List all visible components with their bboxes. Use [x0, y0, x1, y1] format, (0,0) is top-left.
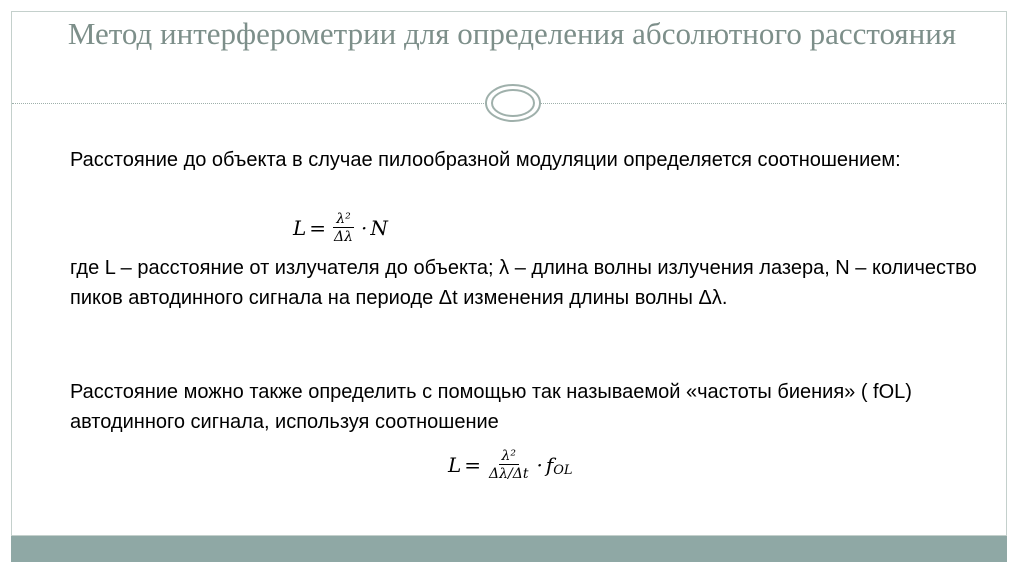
formula2-fraction — [486, 448, 531, 482]
formula-distance-sawtooth — [293, 200, 388, 256]
formula2-dot: · — [536, 453, 543, 477]
formula1-denominator: Δλ — [334, 229, 354, 245]
formula1-numerator: λ² — [333, 211, 354, 228]
formula2-numerator: λ² — [499, 448, 520, 465]
formula1-fraction — [331, 211, 356, 245]
formula1-lhs: L — [293, 216, 307, 240]
footer-bar — [11, 536, 1007, 562]
formula1-equals: = — [309, 216, 327, 240]
formula1-factor: N — [370, 216, 388, 240]
formula2-lhs: L — [448, 453, 462, 477]
paragraph-definition: Расстояние до объекта в случае пилообразной модуляции определяется соотношением: — [70, 149, 901, 171]
paragraph-variables: где L – расстояние от излучателя до объекта; λ – длина волны излучения лазера, N – количество пиков автодинного сигнала на периоде Δt изменения длины волны Δλ. — [70, 257, 977, 309]
slide-title: Метод интерферометрии для определения абсолютного расстояния — [67, 16, 957, 51]
formula2-equals: = — [464, 453, 482, 477]
formula2-denominator: Δλ/Δt — [489, 466, 529, 482]
paragraph-beat-frequency: Расстояние можно также определить с помощью так называемой «частоты биения» ( fOL) автодинного сигнала, используя соотношение — [70, 381, 912, 433]
formula2-factor: f — [545, 453, 554, 477]
formula1-dot: · — [361, 216, 368, 240]
ornament-ellipse-icon — [484, 83, 542, 123]
formula-distance-beat-frequency — [448, 438, 573, 492]
formula2-factor-subscript: OL — [553, 462, 573, 478]
